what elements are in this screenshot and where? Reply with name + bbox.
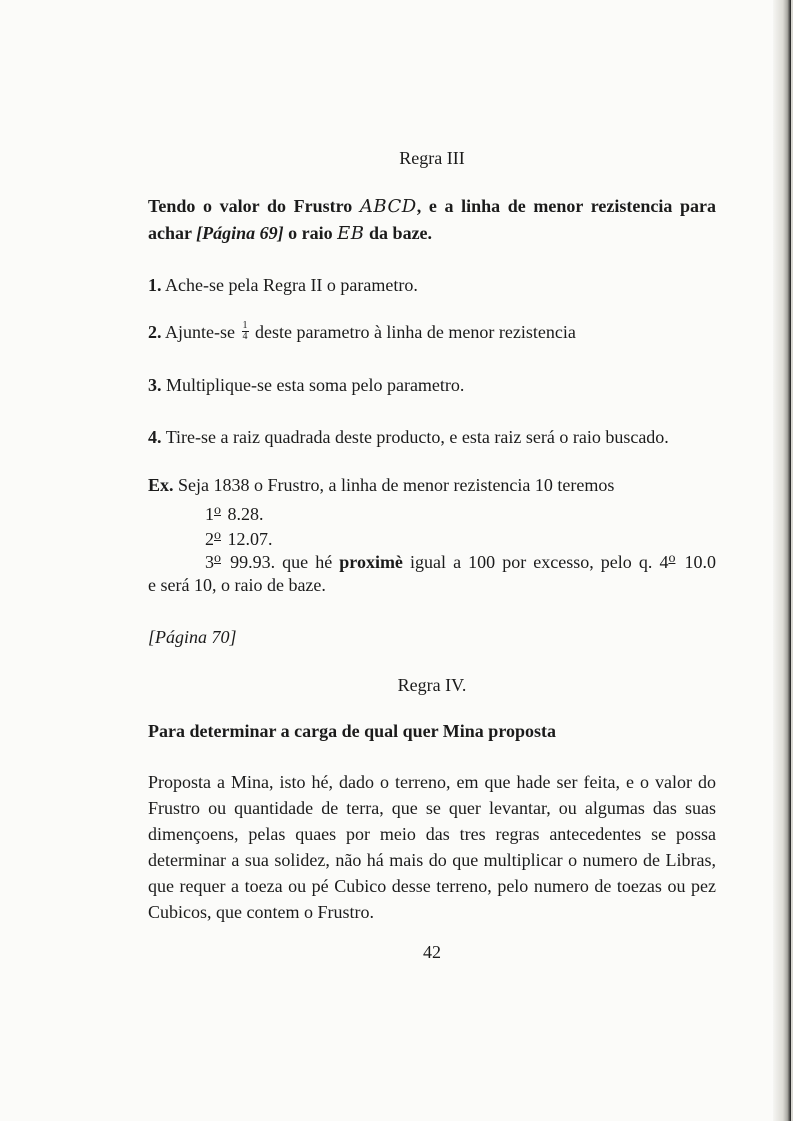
step-1 (148, 272, 716, 298)
ordinal-suffix: o (668, 551, 676, 566)
example-value: 8.28. (227, 504, 264, 524)
step-3 (148, 372, 716, 398)
regra-iv-heading: Regra IV. (397, 675, 467, 695)
title-part: o raio (283, 223, 338, 243)
example-value: 10.0 (684, 552, 717, 572)
page-reference: [Página 69] (196, 223, 284, 243)
frustro-label: ABCD (359, 196, 417, 217)
title-part: , e a linha de menor rezistencia para achar (148, 196, 716, 243)
step-number: 3. (148, 375, 162, 395)
raio-label: EB (337, 223, 365, 244)
step-number: 2. (148, 322, 162, 342)
example-label: Ex. (148, 475, 174, 495)
ordinal-suffix: o (214, 503, 221, 518)
example-text: igual a 100 por excesso, pelo q. (402, 552, 660, 572)
ordinal-number: 3 (205, 552, 214, 572)
emphasis-word: proximè (339, 552, 403, 572)
ordinal-number: 4 (659, 552, 669, 572)
ordinal-number: 1 (205, 504, 214, 524)
fraction-one-quarter (242, 321, 249, 342)
step-text: Multiplique-se esta soma pelo parametro. (166, 375, 465, 395)
regra-iii-title (148, 193, 716, 247)
example-intro (148, 472, 716, 498)
step-text: Tire-se a raiz quadrada deste producto, e esta raiz será o raio buscado. (165, 427, 669, 447)
example-value: 12.07. (227, 529, 273, 549)
fraction-denominator: 4 (242, 331, 248, 343)
title-part: da baze. (364, 223, 433, 243)
page-reference-70: [Página 70] (148, 627, 237, 647)
regra-iv-title: Para determinar a carga de qual quer Mina proposta (148, 721, 556, 741)
regra-iii-heading: Regra III (399, 148, 465, 168)
book-spine-shadow (773, 0, 791, 1121)
page-number: 42 (423, 942, 441, 962)
ordinal-suffix: o (214, 551, 221, 566)
step-number: 1. (148, 275, 162, 295)
step-2 (148, 319, 716, 345)
ordinal-number: 2 (205, 529, 214, 549)
example-line-4: e será 10, o raio de baze. (148, 575, 326, 595)
example-text: 99.93. que hé (230, 552, 340, 572)
example-text: Seja 1838 o Frustro, a linha de menor rezistencia 10 teremos (178, 475, 615, 495)
example-line-3 (148, 546, 716, 575)
fraction-numerator: 1 (242, 320, 248, 332)
title-part: Tendo o valor do Frustro (148, 196, 360, 216)
ordinal-suffix: o (214, 528, 221, 543)
step-number: 4. (148, 427, 162, 447)
step-text: Ajunte-se (165, 322, 240, 342)
step-4 (148, 424, 716, 450)
step-text: Ache-se pela Regra II o parametro. (165, 275, 418, 295)
regra-iv-paragraph: Proposta a Mina, isto hé, dado o terreno, em que hade ser feita, e o valor do Frustro ou quantidade de terra, que se quer levantar, ou algumas das suas dimençoens, pelas quaes por meio das tres regras antecedentes se possa determinar a sua solidez, não há mais do que multiplicar o numero de Libras, que requer a toeza ou pé Cubico desse terreno, pelo numero de toezas ou pez Cubicos, que contem o Frustro. (148, 772, 716, 922)
step-text: deste parametro à linha de menor rezistencia (250, 322, 576, 342)
